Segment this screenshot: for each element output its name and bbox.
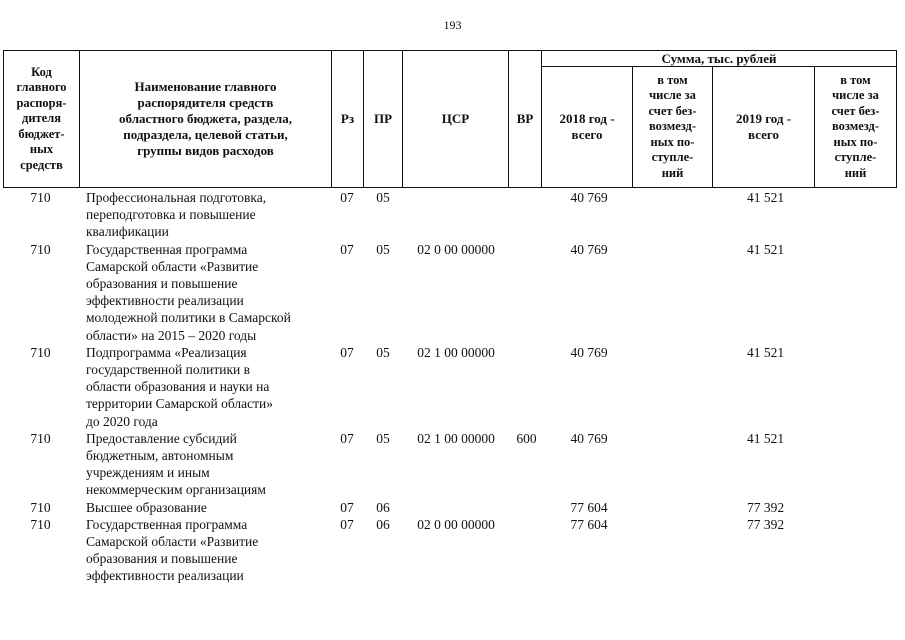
col-divider	[896, 50, 897, 188]
row-name: Высшее образование	[86, 499, 207, 515]
table-row	[3, 499, 897, 516]
row-code: 710	[30, 430, 51, 446]
row-code: 710	[30, 499, 51, 515]
row-csr: 02 0 00 00000	[417, 241, 495, 257]
header-sum-2018-free: в том числе за счет без- возмезд- ных по- ступле- ний	[648, 72, 697, 180]
table-header	[3, 50, 897, 188]
row-sum-2019: 41 521	[746, 241, 785, 257]
row-code: 710	[30, 516, 51, 532]
row-rz: 07	[340, 241, 354, 257]
row-rz: 07	[340, 190, 354, 205]
row-sum-2019: 41 521	[746, 190, 785, 205]
row-rz: 07	[340, 344, 354, 360]
header-sum-group: Сумма, тыс. рублей	[661, 50, 777, 66]
row-sum-2018: 77 604	[570, 516, 608, 532]
header-vr: ВР	[516, 111, 534, 126]
row-name: Профессиональная подготовка, переподготовка и повышение квалификации	[86, 190, 267, 240]
row-pr: 05	[376, 344, 390, 360]
header-name: Наименование главного распорядителя средств областного бюджета, раздела, подраздела, целевой статьи, группы видов расходов	[119, 79, 292, 158]
row-pr: 05	[376, 430, 390, 446]
table-row	[3, 516, 897, 585]
row-pr: 06	[376, 516, 390, 532]
page-number: 193	[443, 18, 462, 32]
row-sum-2019: 41 521	[746, 344, 785, 360]
table-body	[3, 189, 897, 585]
table-row	[3, 344, 897, 430]
row-code: 710	[30, 241, 51, 257]
header-pr: ПР	[373, 111, 393, 126]
row-rz: 07	[340, 516, 354, 532]
row-vr: 600	[516, 430, 537, 446]
header-csr: ЦСР	[441, 111, 470, 126]
row-pr: 05	[376, 241, 390, 257]
row-name: Подпрограмма «Реализация государственной политики в области образования и науки на территории Самарской области» до 2020 года	[86, 344, 273, 429]
row-sum-2019: 77 392	[746, 499, 785, 515]
header-code: Код главного распоря- дителя бюджет- ных средств	[16, 64, 67, 172]
row-pr: 06	[376, 499, 390, 515]
table-row	[3, 241, 897, 344]
header-sum-2019: 2019 год - всего	[735, 111, 792, 142]
row-name: Государственная программа Самарской области «Развитие образования и повышение эффективности реализации молодежной политики в Самарской области» на 2015 – 2020 годы	[86, 241, 291, 343]
row-sum-2018: 77 604	[570, 499, 608, 515]
header-bottom-rule	[3, 187, 897, 188]
row-sum-2018: 40 769	[570, 430, 608, 446]
header-sum-2019-free: в том числе за счет без- возмезд- ных по- ступле- ний	[831, 72, 880, 180]
table-row	[3, 430, 897, 499]
row-csr: 02 0 00 00000	[417, 516, 495, 532]
table-row	[3, 189, 897, 241]
row-pr: 05	[376, 190, 390, 205]
row-code: 710	[30, 190, 51, 205]
row-sum-2018: 40 769	[570, 190, 608, 205]
row-csr: 02 1 00 00000	[417, 430, 495, 446]
row-sum-2018: 40 769	[570, 241, 608, 257]
row-code: 710	[30, 344, 51, 360]
row-csr: 02 1 00 00000	[417, 344, 495, 360]
header-sum-2018: 2018 год - всего	[559, 111, 615, 142]
row-name: Государственная программа Самарской области «Развитие образования и повышение эффективности реализации	[86, 516, 259, 584]
row-rz: 07	[340, 430, 354, 446]
row-sum-2019: 77 392	[746, 516, 785, 532]
row-sum-2019: 41 521	[746, 430, 785, 446]
row-rz: 07	[340, 499, 354, 515]
header-rz: Рз	[340, 111, 355, 126]
row-sum-2018: 40 769	[570, 344, 608, 360]
row-name: Предоставление субсидий бюджетным, автономным учреждениям и иным некоммерческим организациям	[86, 430, 266, 498]
